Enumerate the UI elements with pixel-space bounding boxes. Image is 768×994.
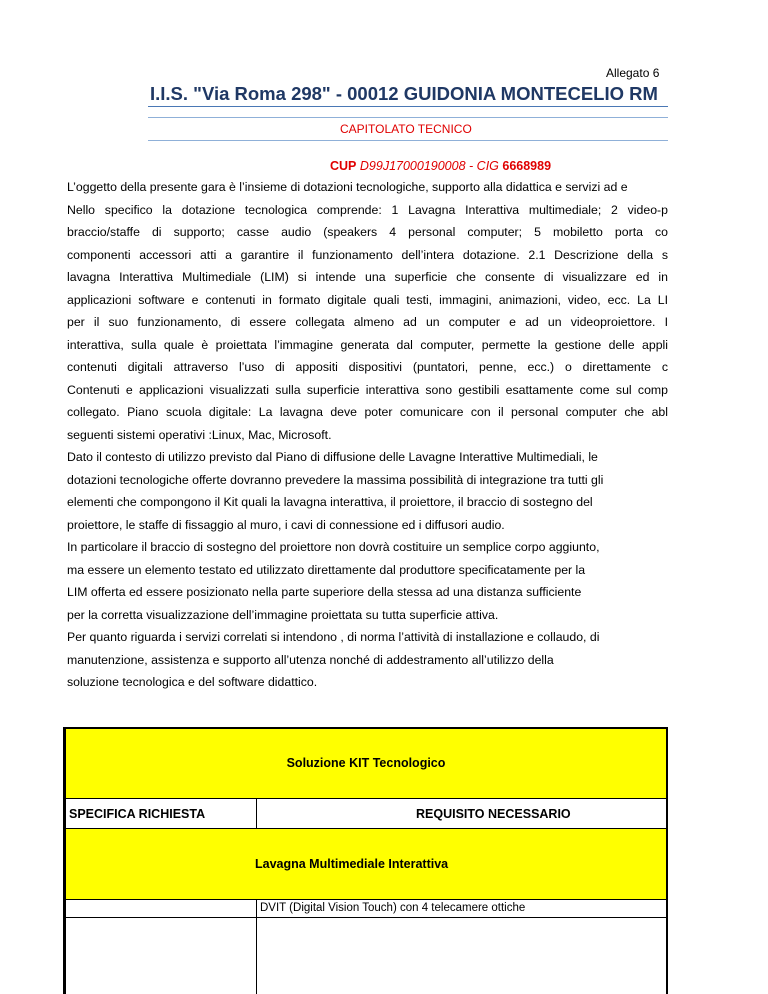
column-divider	[256, 799, 257, 829]
table-row	[66, 900, 666, 918]
table-border	[63, 727, 668, 729]
body-line: soluzione tecnologica e del software didattico.	[67, 675, 318, 689]
body-line: applicazioni software e contenuti in formato digitale quali testi, immagini, animazioni, video, ecc. La LI	[67, 292, 668, 307]
body-line: componenti accessori atti a garantire il funzionamento dell’intera dotazione. 2.1 Descrizione della s	[67, 247, 668, 262]
allegato-label: Allegato 6	[606, 66, 660, 80]
table-border	[666, 727, 668, 994]
body-line: interattiva, sulla quale è proiettata l’immagine generata dal computer, permette la gestione delle appli	[67, 337, 668, 352]
divider-line	[148, 140, 668, 141]
divider-line	[148, 106, 668, 107]
body-line: elementi che compongono il Kit quali la lavagna interattiva, il proiettore, il braccio di sostegno del	[67, 495, 593, 509]
body-line: seguenti sistemi operativi :Linux, Mac, Microsoft.	[67, 427, 332, 442]
requirement-cell: DVIT (Digital Vision Touch) con 4 telecamere ottiche	[260, 902, 526, 914]
divider-line	[148, 117, 668, 118]
body-paragraph	[67, 176, 668, 689]
section-title: Lavagna Multimediale Interattiva	[255, 857, 449, 871]
cig-value: 6668989	[502, 159, 552, 173]
table-heading-row	[66, 729, 666, 799]
body-line: collegato. Piano scuola digitale: La lavagna deve poter comunicare con il personal computer che abl	[67, 405, 668, 419]
section-row	[66, 829, 666, 900]
table-border	[63, 727, 66, 994]
body-line: LIM offerta ed essere posizionato nella parte superiore della stessa ad una distanza sufficiente	[67, 585, 582, 599]
school-heading: I.I.S. "Via Roma 298" - 00012 GUIDONIA MONTECELIO RM	[150, 83, 658, 104]
cig-label: - CIG	[469, 159, 499, 173]
column-divider	[256, 918, 257, 994]
column-header-row	[66, 799, 666, 829]
body-line: Per quanto riguarda i servizi correlati si intendono , di norma l’attività di installazione e collaudo, di	[67, 630, 600, 644]
body-line: dotazioni tecnologiche offerte dovranno prevedere la massima possibilità di integrazione tra tutti gli	[67, 472, 604, 487]
cup-label: CUP	[330, 159, 357, 173]
kit-table	[63, 727, 668, 994]
column-header-spec: SPECIFICA RICHIESTA	[69, 807, 206, 821]
body-line: Nello specifico la dotazione tecnologica comprende: 1 Lavagna Interattiva multimediale; 2 video-p	[67, 202, 668, 217]
body-line: braccio/staffe di supporto; casse audio (speakers 4 personal computer; 5 mobiletto porta co	[67, 225, 668, 239]
column-divider	[256, 900, 257, 918]
cup-value: D99J17000190008	[359, 159, 466, 173]
body-line: Dato il contesto di utilizzo previsto dal Piano di diffusione delle Lavagne Interattive Multimediali, le	[67, 450, 598, 464]
column-header-req: REQUISITO NECESSARIO	[416, 807, 571, 821]
body-line: lavagna Interattiva Multimediale (LIM) si intende una superficie che consente di visualizzare ed in	[67, 270, 668, 284]
document-title: CAPITOLATO TECNICO	[340, 122, 472, 136]
body-line: manutenzione, assistenza e supporto all’utenza nonché di addestramento all’utilizzo della	[67, 652, 554, 667]
body-line: per il suo funzionamento, di essere collegata almeno ad un computer e ad un videoproiettore. I	[67, 315, 668, 329]
body-line: proiettore, le staffe di fissaggio al muro, i cavi di connessione ed i diffusori audio.	[67, 517, 505, 532]
table-heading: Soluzione KIT Tecnologico	[286, 756, 446, 770]
body-line: per la corretta visualizzazione dell’immagine proiettata su tutta superficie attiva.	[67, 607, 499, 622]
body-line: L’oggetto della presente gara è l’insieme di dotazioni tecnologiche, supporto alla didattica e servizi ad e	[67, 180, 628, 194]
body-line: contenuti digitali attraverso l’uso di appositi dispositivi (puntatori, penne, ecc.) o direttamente c	[67, 360, 668, 374]
body-line: In particolare il braccio di sostegno del proiettore non dovrà costituire un semplice corpo aggiunto,	[67, 540, 600, 554]
body-line: Contenuti e applicazioni visualizzati sulla superficie interattiva sono gestibili esattamente come sul comp	[67, 382, 668, 397]
cup-cig-codes	[330, 159, 551, 173]
body-line: ma essere un elemento testato ed utilizzato direttamente dal produttore specificatamente per la	[67, 562, 586, 577]
